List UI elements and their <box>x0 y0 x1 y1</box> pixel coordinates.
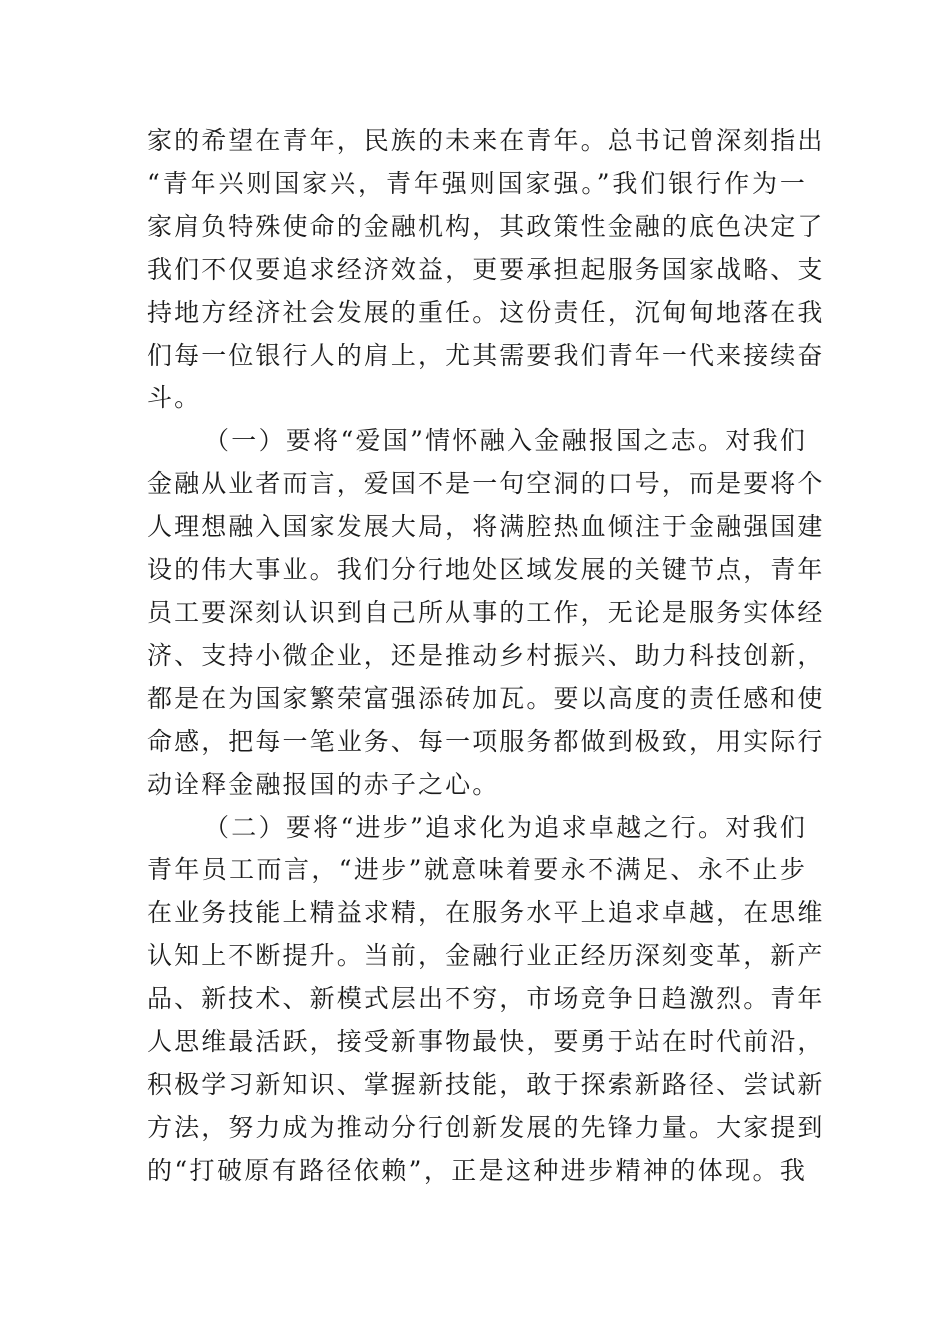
section-heading-line: （一）要将“爱国”情怀融入金融报国之志。对我们 <box>204 426 807 456</box>
paragraph-section-1 <box>147 420 825 806</box>
text-line: 家肩负特殊使命的金融机构，其政策性金融的底色决定了 <box>147 211 825 241</box>
text-line: 家的希望在青年，民族的未来在青年。总书记曾深刻指出 <box>147 126 825 155</box>
text-line: 青年员工而言，“进步”就意味着要永不满足、永不止步 <box>147 855 807 885</box>
text-line: 动诠释金融报国的赤子之心。 <box>147 769 500 799</box>
text-line: 命感，把每一笔业务、每一项服务都做到极致，用实际行 <box>147 726 825 756</box>
text-line: 金融从业者而言，爱国不是一句空洞的口号，而是要将个 <box>147 469 825 499</box>
text-line: 我们不仅要追求经济效益，更要承担起服务国家战略、支 <box>147 254 825 284</box>
text-line: 积极学习新知识、掌握新技能，敢于探索新路径、尝试新 <box>147 1069 825 1099</box>
text-line: 们每一位银行人的肩上，尤其需要我们青年一代来接续奋 <box>147 340 825 370</box>
paragraph-intro <box>147 120 825 420</box>
text-line: 在业务技能上精益求精，在服务水平上追求卓越，在思维 <box>147 898 825 928</box>
text-line: 方法，努力成为推动分行创新发展的先锋力量。大家提到 <box>147 1112 825 1142</box>
text-line: 品、新技术、新模式层出不穷，市场竞争日趋激烈。青年 <box>147 984 825 1014</box>
document-page <box>147 120 825 1193</box>
text-line: 人思维最活跃，接受新事物最快，要勇于站在时代前沿， <box>147 1027 825 1057</box>
text-line: 持地方经济社会发展的重任。这份责任，沉甸甸地落在我 <box>147 297 825 327</box>
text-line: 都是在为国家繁荣富强添砖加瓦。要以高度的责任感和使 <box>147 683 825 713</box>
text-line: 认知上不断提升。当前，金融行业正经历深刻变革，新产 <box>147 941 825 971</box>
text-line: 设的伟大事业。我们分行地处区域发展的关键节点，青年 <box>147 555 825 585</box>
text-line: 的“打破原有路径依赖”，正是这种进步精神的体现。我 <box>147 1155 807 1185</box>
text-line: 斗。 <box>147 383 202 413</box>
text-line: “青年兴则国家兴，青年强则国家强。”我们银行作为一 <box>147 168 807 198</box>
paragraph-section-2 <box>147 807 825 1193</box>
text-line: 济、支持小微企业，还是推动乡村振兴、助力科技创新， <box>147 640 825 670</box>
text-line: 人理想融入国家发展大局，将满腔热血倾注于金融强国建 <box>147 512 825 542</box>
text-line: 员工要深刻认识到自己所从事的工作，无论是服务实体经 <box>147 597 825 627</box>
section-heading-line: （二）要将“进步”追求化为追求卓越之行。对我们 <box>204 812 807 842</box>
